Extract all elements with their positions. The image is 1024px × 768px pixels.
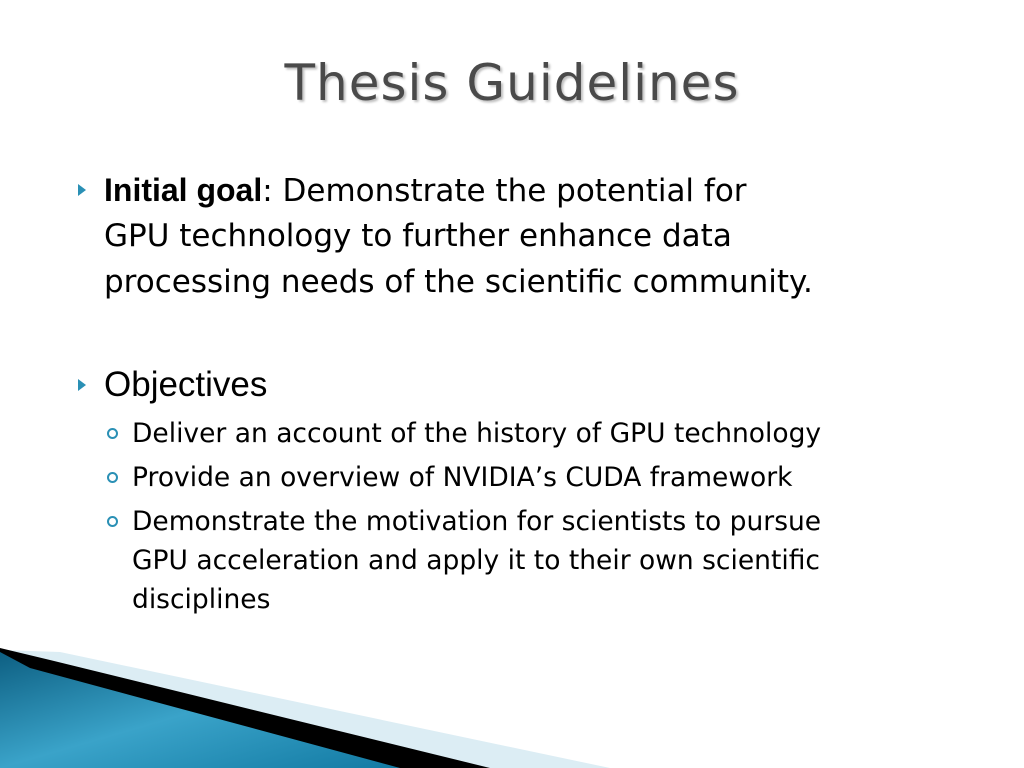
subitem-motivation-line-3: disciplines [132, 584, 271, 615]
subitem-cuda-overview: Provide an overview of NVIDIA’s CUDA framework [132, 462, 793, 493]
bullet-initial-goal-line-1 [104, 167, 747, 214]
bullet-text: Demonstrate the potential for [272, 173, 747, 209]
bullet-label-objectives: Objectives [104, 365, 268, 404]
bullet-label-initial-goal: Initial goal [104, 172, 263, 208]
hollow-circle-icon [107, 516, 118, 527]
hollow-circle-icon [107, 428, 118, 439]
triangle-right-icon [78, 184, 86, 196]
hollow-circle-icon [107, 472, 118, 483]
subitem-history: Deliver an account of the history of GPU technology [132, 418, 822, 449]
slide-title: Thesis Guidelines [284, 54, 740, 112]
bullet-separator: : [262, 173, 273, 209]
subitem-motivation-line-1: Demonstrate the motivation for scientists to pursue [132, 506, 822, 537]
bullet-initial-goal-line-3: processing needs of the scientific community. [104, 264, 813, 300]
subitem-motivation-line-2: GPU acceleration and apply it to their own scientific [132, 545, 820, 576]
bullet-initial-goal-line-2: GPU technology to further enhance data [104, 218, 732, 254]
triangle-right-icon [78, 379, 86, 391]
